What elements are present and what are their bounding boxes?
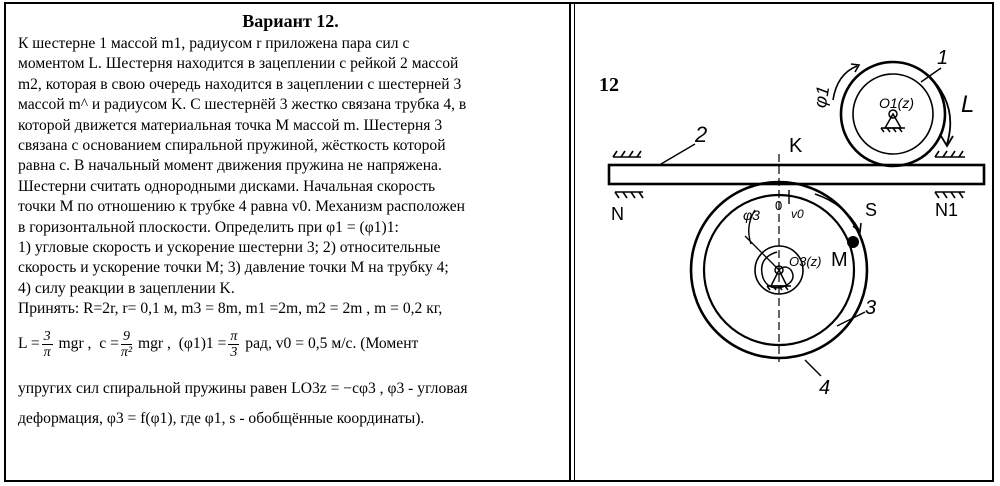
point-m [847,236,859,248]
ground-hatch-left [613,151,643,198]
radial-line [753,244,779,270]
label-v0: v0 [791,207,804,221]
text-line: точки M по отношению к трубке 4 равна v0. Механизм расположен [18,198,466,216]
fraction-numerator: 3 [43,329,51,345]
problem-text-column [18,10,563,434]
text-line: m2, которая в свою очередь находится в зацеплении с шестерней 3 [18,75,462,93]
rack-2 [609,165,984,184]
label-zero: 0 [775,198,783,213]
label-rack-2: 2 [695,122,708,147]
figure-variant-number: 12 [599,74,619,96]
label-gear-1: 1 [937,47,949,69]
text-line: деформация, φ3 = f(φ1), где φ1, s - обобщённые координаты). [18,409,425,427]
formula-line [18,322,563,368]
text-line: скорость и ускорение точки M; 3) давление точки M на трубку 4; [18,259,449,277]
mechanism-diagram [575,4,994,480]
figure-column [575,4,994,480]
problem-statement-end [18,374,563,434]
text-line: Принять: R=2r, r= 0,1 м, m3 = 8m, m1 =2m, m2 = 2m , m = 0,2 кг, [18,300,443,318]
leader-line-2 [661,144,695,164]
fraction-denominator: π² [120,345,133,361]
column-divider [569,4,571,480]
label-o3: O3(z) [789,254,822,269]
label-s: S [865,200,878,220]
text-line: К шестерне 1 массой m1, радиусом r приложена пара сил с [18,35,410,52]
leader-line-4 [805,360,821,376]
formula-l-fraction [42,329,53,360]
text-line: Шестерни считать однородными дисками. Начальная скорость [18,177,436,195]
gear-1-support [881,110,905,132]
fraction-numerator: π [230,329,238,345]
text-line: которой движется материальная точка M массой m. Шестерня 3 [18,116,443,134]
label-o1: O1(z) [879,95,914,111]
formula-phi-lhs: mgr , (φ1)1 = [134,335,227,353]
label-point-m: M [831,249,848,271]
fraction-denominator: 3 [230,345,238,361]
problem-statement [18,34,563,320]
formula-tail: рад, v0 = 0,5 м/с. (Момент [241,335,419,353]
label-gear-3: 3 [865,297,877,319]
formula-phi-fraction [228,329,239,360]
fraction-numerator: 9 [122,329,130,345]
fraction-denominator: π [43,345,51,361]
label-contact-k: K [789,135,803,157]
text-line: равна c. В начальный момент движения пружина не напряжена. [18,157,442,175]
label-phi3: φ3 [743,207,760,223]
formula-c-lhs: mgr , c = [54,335,119,353]
label-n-left: N [611,204,624,224]
formula-l-lhs: L = [18,335,40,353]
label-phi1: φ1 [809,84,834,110]
text-line: 1) угловые скорость и ускорение шестерни 3; 2) относительные [18,239,441,257]
text-line: в горизонтальной плоскости. Определить при φ1 = (φ1)1: [18,218,399,236]
text-line: 4) силу реакции в зацеплении K. [18,279,235,297]
ground-hatch-right [935,151,965,198]
label-moment-l: L [961,91,975,118]
problem-sheet [4,2,994,482]
text-line: моментом L. Шестерня находится в зацеплении с рейкой 2 массой [18,55,459,73]
s-arc [815,194,859,230]
label-tube-4: 4 [819,377,831,399]
moment-l-arc [927,74,950,144]
text-line: связана с основанием спиральной пружиной, жёсткость которой [18,137,446,155]
text-line: массой m^ и радиусом K. С шестернёй 3 жестко связана трубка 4, в [18,96,467,114]
label-n-right: N1 [935,200,959,220]
formula-c-fraction [121,329,132,360]
leader-line-3 [837,312,865,326]
text-line: упругих сил спиральной пружины равен LO3z = −cφ3 , φ3 - угловая [18,379,468,397]
variant-title: Вариант 12. [242,11,339,31]
